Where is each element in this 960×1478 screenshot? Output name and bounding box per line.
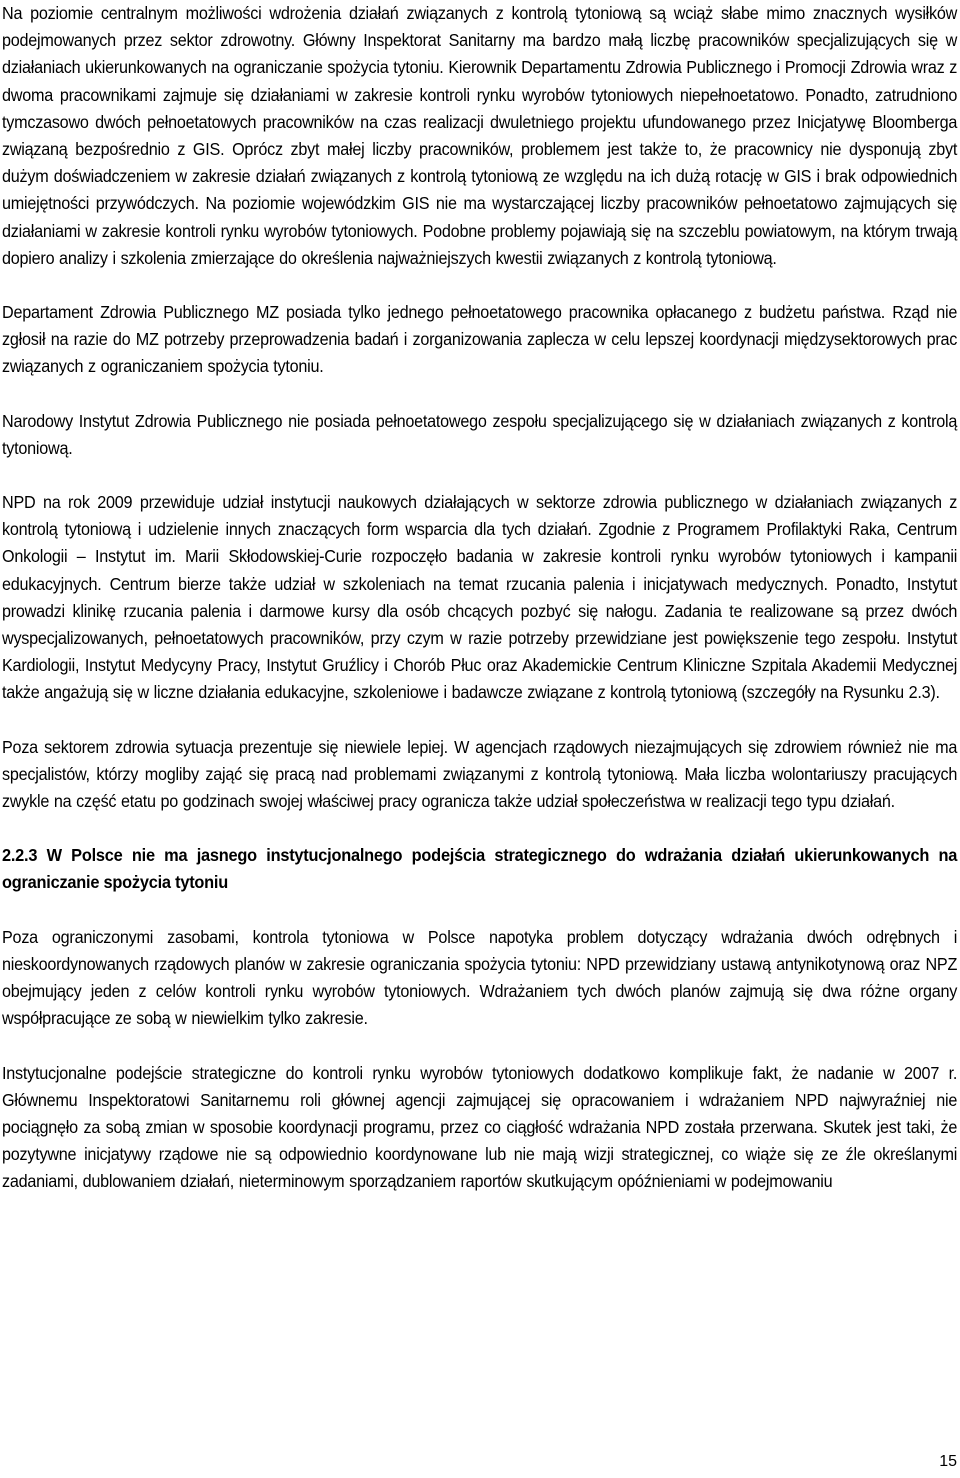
paragraph-institutional-approach: Instytucjonalne podejście strategiczne do kontroli rynku wyrobów tytoniowych dodatkowo komplikuje fakt, że nadanie w 2007 r. Głównemu Inspektoratowi Sanitarnemu roli głównej agencji zajmującej się opracowaniem i wdrażaniem NPD najwyraźniej nie pociągnęło za sobą zmian w sposobie koordynacji programu, przez co ciągłość wdrażania NPD została przerwana. Skutek jest taki, że pozytywne inicjatywy rządowe nie są odpowiednio koordynowane lub nie mają wizji strategicznej, co wiąże się ze źle określanymi zadaniami, dublowaniem działań, nieterminowym sporządzaniem raportów skutkującym opóźnieniami w podejmowaniu: [2, 1062, 958, 1192]
paragraph-ministry-department: Departament Zdrowia Publicznego MZ posiada tylko jednego pełnoetatowego pracownika opłacanego z budżetu państwa. Rząd nie zgłosił na razie do MZ potrzeby przeprowadzenia badań i zorganizowania zaplecza w celu lepszej koordynacji międzysektorowych prac związanych z ograniczaniem spożycia tytoniu.: [2, 302, 958, 377]
page-number: 15: [939, 1453, 957, 1470]
section-heading: 2.2.3 W Polsce nie ma jasnego instytucjonalnego podejścia strategicznego do wdrażania działań ukierunkowanych na ograniczanie spożycia tytoniu: [2, 845, 958, 893]
paragraph-spacer: [2, 462, 957, 489]
paragraph-spacer: [2, 707, 957, 734]
paragraph-spacer: [2, 897, 957, 924]
document-body: [2, 0, 957, 1196]
paragraph-outside-health-sector: Poza sektorem zdrowia sytuacja prezentuje się niewiele lepiej. W agencjach rządowych niezajmujących się zdrowiem również nie ma specjalistów, którzy mogliby zająć się pracą nad problemami związanymi z kontrolą tytoniową. Mała liczba wolontariuszy pracujących zwykle na część etatu po godzinach swojej właściwej pracy ogranicza także udział społeczeństwa w realizacji tego typu działań.: [2, 736, 958, 812]
paragraph-national-institute: Narodowy Instytut Zdrowia Publicznego nie posiada pełnoetatowego zespołu specjalizującego się w działaniach związanych z kontrolą tytoniową.: [2, 410, 958, 458]
paragraph-npd-2009: NPD na rok 2009 przewiduje udział instytucji naukowych działających w sektorze zdrowia publicznego w działaniach związanych z kontrolą tytoniową i udzielenie innych znaczących form wsparcia dla tych działań. Zgodnie z Programem Profilaktyki Raka, Centrum Onkologii – Instytut im. Marii Skłodowskiej-Curie rozpoczęło badania w zakresie kontroli rynku wyrobów tytoniowych i kampanii edukacyjnych. Centrum bierze także udział w szkoleniach na temat rzucania palenia i inicjatywach medycznych. Ponadto, Instytut prowadzi klinikę rzucania palenia i darmowe kursy dla osób chcących pozbyć się nałogu. Zadania te realizowane są przez dwóch wyspecjalizowanych, pełnoetatowych pracowników, przy czym w razie potrzeby przewidziane jest powiększenie tego zespołu. Instytut Kardiologii, Instytut Medycyny Pracy, Instytut Gruźlicy i Chorób Płuc oraz Akademickie Centrum Kliniczne Szpitala Akademii Medycznej także angażują się w liczne działania edukacyjne, szkoleniowe i badawcze związane z kontrolą tytoniową (szczegóły na Rysunku 2.3).: [2, 492, 958, 703]
paragraph-spacer: [2, 815, 957, 842]
paragraph-spacer: [2, 1033, 957, 1060]
paragraph-spacer: [2, 272, 957, 299]
paragraph-limited-resources: Poza ograniczonymi zasobami, kontrola tytoniowa w Polsce napotyka problem dotyczący wdrażania dwóch odrębnych i nieskoordynowanych rządowych planów w zakresie ograniczania spożycia tytoniu: NPD przewidziany ustawą antynikotynową oraz NPZ obejmujący jeden z celów kontroli rynku wyrobów tytoniowych. Wdrażaniem tych dwóch planów zajmują się dwa różne organy współpracujące ze sobą w niewielkim tylko zakresie.: [2, 926, 958, 1029]
paragraph-spacer: [2, 381, 957, 408]
paragraph-central-level: Na poziomie centralnym możliwości wdrożenia działań związanych z kontrolą tytoniową są wciąż słabe mimo znacznych wysiłków podejmowanych przez sektor zdrowotny. Główny Inspektorat Sanitarny ma bardzo małą liczbę pracowników specjalizujących się w działaniach ukierunkowanych na ograniczanie spożycia tytoniu. Kierownik Departamentu Zdrowia Publicznego i Promocji Zdrowia wraz z dwoma pracownikami zajmuje się działaniami w zakresie kontroli rynku wyrobów tytoniowych niepełnoetatowo. Ponadto, zatrudniono tymczasowo dwóch pełnoetatowych pracowników na czas realizacji dwuletniego projektu ufundowanego przez Inicjatywę Bloomberga związaną bezpośrednio z GIS. Oprócz zbyt małej liczby pracowników, problemem jest także to, że pracownicy nie dysponują zbyt dużym doświadczeniem w zakresie działań związanych z kontrolą tytoniową ze względu na ich dużą rotację w GIS i brak odpowiednich umiejętności przywódczych. Na poziomie wojewódzkim GIS nie ma wystarczającej liczby pracowników pełnoetatowo zajmujących się działaniami w zakresie kontroli rynku wyrobów tytoniowych. Podobne problemy pojawiają się na szczeblu powiatowym, na którym trwają dopiero analizy i szkolenia zmierzające do określenia najważniejszych kwestii związanych z kontrolą tytoniową.: [2, 3, 958, 268]
